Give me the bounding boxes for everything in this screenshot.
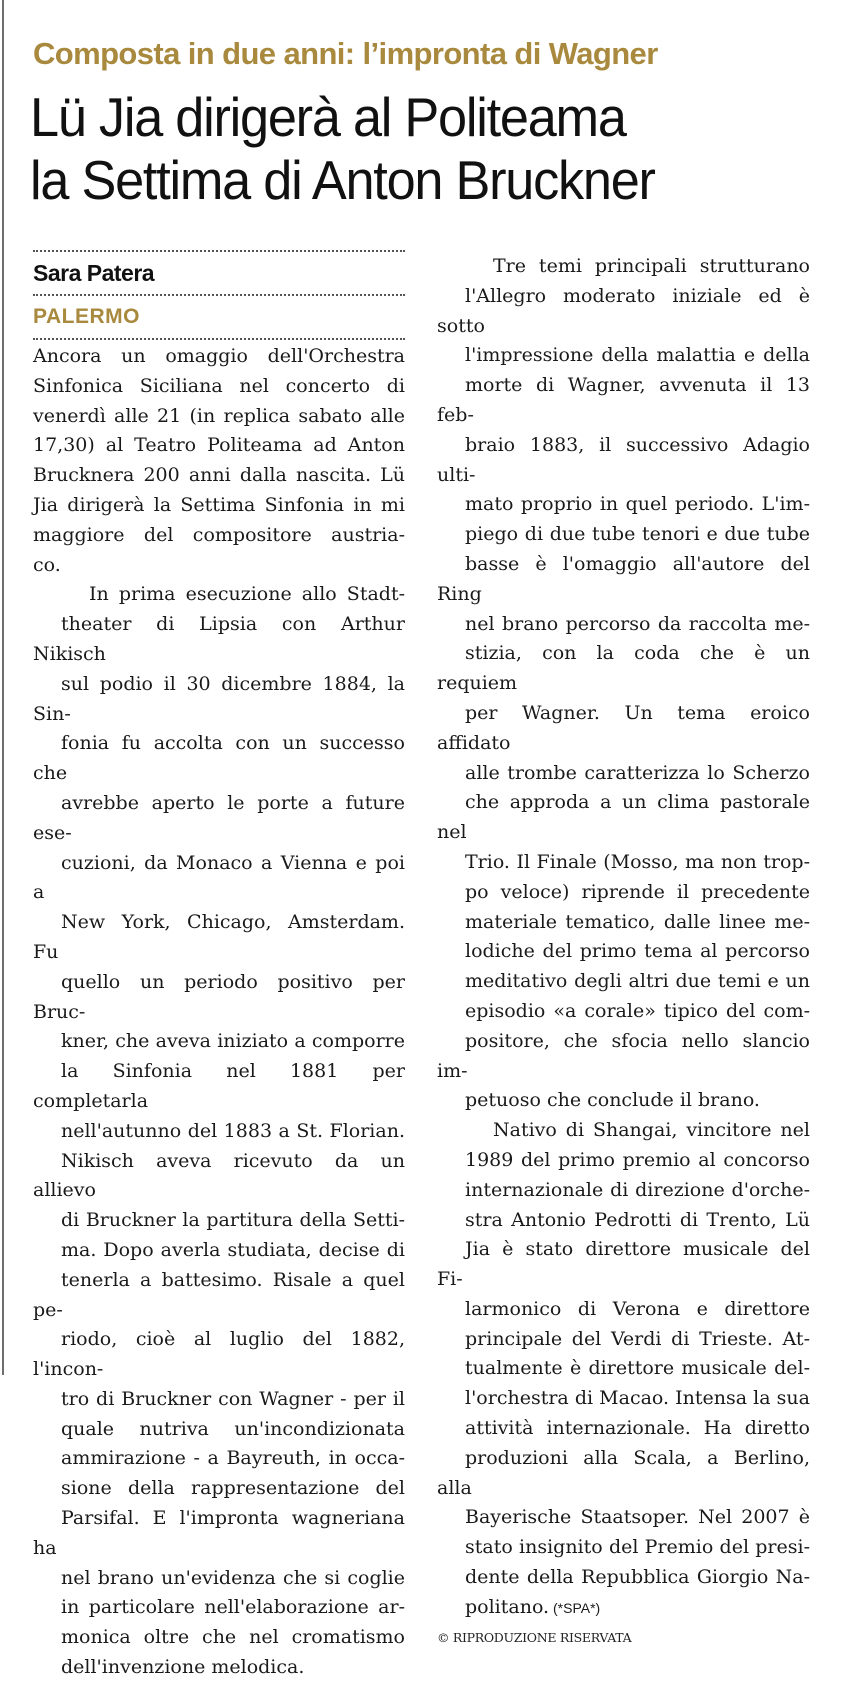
text-line: Brucknera 200 anni dalla nascita. Lü <box>33 464 405 487</box>
text-line: Nativo di Shangai, vincitore nel <box>493 1119 810 1142</box>
text-line: Sinfonica Siciliana nel concerto di <box>33 374 405 397</box>
text-line: 1989 del primo premio al concorso <box>465 1148 810 1171</box>
text-line: lodiche del primo tema al percorso <box>465 940 810 963</box>
text-line: stizia, con la coda che è un requiem <box>437 642 810 695</box>
text-line: sul podio il 30 dicembre 1884, la Sin- <box>33 672 405 725</box>
text-line: di Bruckner la partitura della Setti- <box>61 1209 405 1232</box>
text-line: kner, che aveva iniziato a comporre <box>61 1030 405 1053</box>
text-line: episodio «a corale» tipico del com- <box>465 999 810 1022</box>
text-line: materiale tematico, dalle linee me- <box>465 910 810 933</box>
article-headline <box>30 86 655 212</box>
text-line: mato proprio in quel periodo. L'im- <box>465 493 810 516</box>
text-line: la Sinfonia nel 1881 per completarla <box>33 1060 405 1112</box>
text-line: Jia è stato direttore musicale del Fi- <box>437 1238 810 1291</box>
text-line: Parsifal. E l'impronta wagneriana ha <box>33 1507 405 1559</box>
text-line: riodo, cioè al luglio del 1882, l'incon- <box>33 1328 405 1381</box>
text-line: l'Allegro moderato iniziale ed è sotto <box>437 284 810 337</box>
headline-line-2: la Settima di Anton Bruckner <box>30 149 655 211</box>
text-line: tro di Bruckner con Wagner - per il <box>61 1387 405 1410</box>
left-column-rule <box>2 0 4 1375</box>
text-line: ammirazione - a Bayreuth, in occa- <box>61 1447 405 1470</box>
headline-line-1: Lü Jia dirigerà al Politeama <box>30 86 626 148</box>
text-line: alle trombe caratterizza lo Scherzo <box>465 761 810 784</box>
copyright-notice: © RIPRODUZIONE RISERVATA <box>437 1629 632 1645</box>
text-line: po veloce) riprende il precedente <box>465 880 810 903</box>
text-line: dell'invenzione melodica. <box>61 1656 305 1679</box>
text-line: in particolare nell'elaborazione ar- <box>61 1596 405 1619</box>
dotted-divider <box>33 338 405 340</box>
text-line: dente della Repubblica Giorgio Na- <box>465 1566 810 1589</box>
text-line: Bayerische Staatsoper. Nel 2007 è <box>465 1506 810 1529</box>
text-line: morte di Wagner, avvenuta il 13 feb- <box>437 374 810 426</box>
text-line: fonia fu accolta con un successo che <box>33 732 405 785</box>
text-line: l'impressione della malattia e della <box>465 344 810 367</box>
text-line: tualmente è direttore musicale del- <box>465 1357 810 1380</box>
text-line: meditativo degli altri due temi e un <box>465 970 810 993</box>
text-line: cuzioni, da Monaco a Vienna e poi a <box>33 851 405 904</box>
author-signature: (*SPA*) <box>549 1599 601 1616</box>
text-line: maggiore del compositore austria- <box>33 523 405 546</box>
text-line: Jia dirigerà la Settima Sinfonia in mi <box>33 493 405 516</box>
text-line: nel brano percorso da raccolta me- <box>465 612 810 635</box>
text-line: ma. Dopo averla studiata, decise di <box>61 1238 405 1261</box>
text-line: stra Antonio Pedrotti di Trento, Lü <box>465 1208 810 1231</box>
text-line: Tre temi principali strutturano <box>493 255 810 277</box>
text-line: sione della rappresentazione del <box>61 1477 405 1500</box>
text-line: Nikisch aveva ricevuto da un allievo <box>33 1149 405 1202</box>
text-line: basse è l'omaggio all'autore del Ring <box>437 552 810 605</box>
text-line: l'orchestra di Macao. Intensa la sua <box>465 1387 810 1410</box>
text-line: per Wagner. Un tema eroico affidato <box>437 701 810 754</box>
text-line: Ancora un omaggio dell'Orchestra <box>33 345 405 367</box>
paragraph-biography <box>437 1116 810 1624</box>
article-column-left <box>33 250 405 1683</box>
dateline-location: PALERMO <box>33 305 140 328</box>
text-line: co. <box>33 553 61 576</box>
text-line: politano. (*SPA*) <box>465 1595 601 1618</box>
text-line: larmonico di Verona e direttore <box>465 1297 810 1320</box>
text-line: New York, Chicago, Amsterdam. Fu <box>33 911 405 963</box>
text-line: positore, che sfocia nello slancio im- <box>437 1029 810 1082</box>
text-line: braio 1883, il successivo Adagio ulti- <box>437 433 810 486</box>
text-line: piego di due tube tenori e due tube <box>465 523 810 546</box>
author-byline: Sara Patera <box>33 260 155 286</box>
text-line: quale nutriva un'incondizionata <box>61 1417 405 1440</box>
paragraph-intro <box>33 342 405 580</box>
article-column-right <box>437 252 810 1648</box>
text-line: venerdì alle 21 (in replica sabato alle <box>33 404 405 427</box>
text-line: tenerla a battesimo. Risale a quel pe- <box>33 1268 405 1321</box>
paragraph-themes <box>437 252 810 1116</box>
paragraph-history <box>33 580 405 1682</box>
text-line: petuoso che conclude il brano. <box>465 1089 760 1112</box>
text-line: Trio. Il Finale (Mosso, ma non trop- <box>465 850 810 873</box>
text-line: internazionale di direzione d'orche- <box>465 1178 810 1201</box>
text-line: attività internazionale. Ha diretto <box>465 1417 810 1440</box>
text-line: che approda a un clima pastorale nel <box>437 791 810 844</box>
text-line: nell'autunno del 1883 a St. Florian. <box>61 1119 405 1142</box>
article-kicker: Composta in due anni: l’impronta di Wagner <box>33 36 658 71</box>
text-line: produzioni alla Scala, a Berlino, alla <box>437 1446 810 1499</box>
text-line: quello un periodo positivo per Bruc- <box>33 970 405 1023</box>
text-line: monica oltre che nel cromatismo <box>61 1626 405 1649</box>
text-line: 17,30) al Teatro Politeama ad Anton <box>33 434 405 457</box>
text-line: principale del Verdi di Trieste. At- <box>465 1327 810 1350</box>
text-line: theater di Lipsia con Arthur Nikisch <box>33 613 405 665</box>
text-line: In prima esecuzione allo Stadt- <box>89 583 405 606</box>
text-line: avrebbe aperto le porte a future ese- <box>33 791 405 844</box>
text-line: nel brano un'evidenza che si coglie <box>61 1566 405 1589</box>
text-line: stato insignito del Premio del presi- <box>465 1536 810 1559</box>
